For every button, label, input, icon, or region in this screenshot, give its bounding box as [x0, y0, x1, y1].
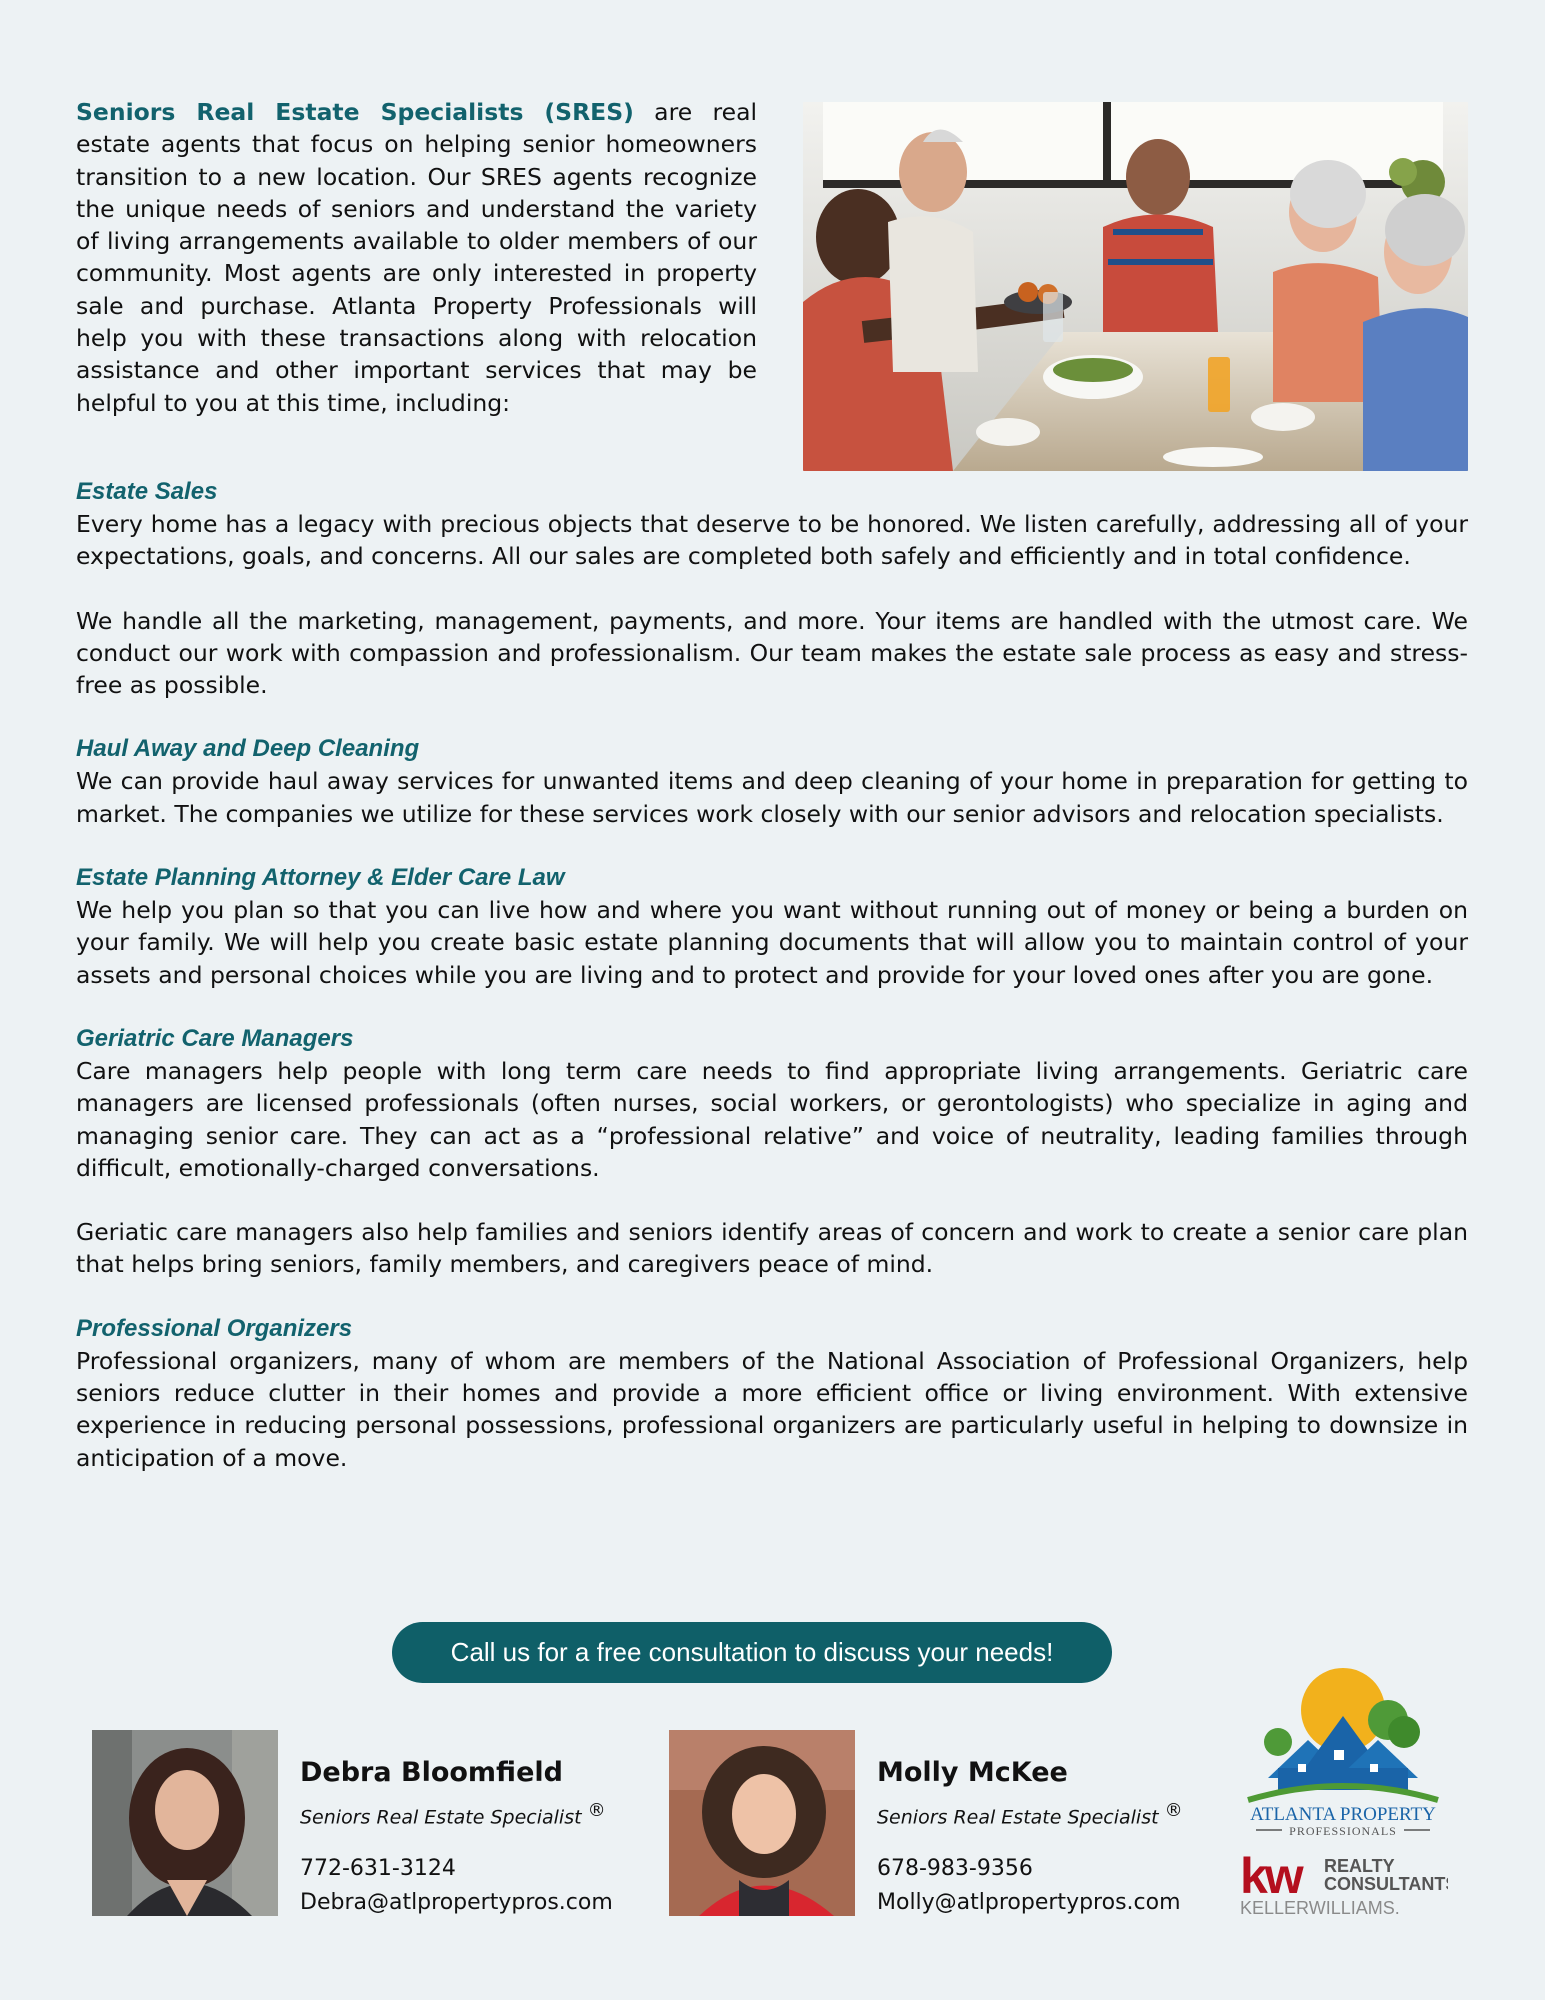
brand-logos: [1238, 1660, 1448, 1924]
intro-paragraph: [76, 96, 757, 419]
agent-email[interactable]: Molly@atlpropertypros.com: [877, 1890, 1181, 1916]
atlanta-property-logo: [1238, 1660, 1448, 1924]
seniors-dining-photo: [803, 102, 1468, 471]
kw-line2: CONSULTANTS: [1324, 1874, 1448, 1894]
registered-mark: ®: [587, 1800, 606, 1821]
section-paragraph: We can provide haul away services for unwanted items and deep cleaning of your home in preparation for getting to market. The companies we utilize for these services work closely with our senior advisors and relocation specialists.: [76, 767, 1468, 828]
kw-brand: KELLERWILLIAMS.: [1240, 1898, 1400, 1918]
agent-name: Debra Bloomfield: [300, 1757, 563, 1788]
intro-text: are real estate agents that focus on helping senior homeowners transition to a new location. Our SRES agents recognize the unique needs of seniors and understand the variety of living arrangements available to older members of our community. Most agents are only interested in property sale and purchase. Atlanta Property Professionals will help you with these transactions along with relocation assistance and other important services that may be helpful to you at this time, including:: [76, 98, 757, 417]
services-list: [76, 476, 1468, 1506]
section-title: Estate Sales: [76, 478, 218, 505]
agent-name: Molly McKee: [877, 1757, 1068, 1788]
section-haul-away: [76, 733, 1468, 830]
section-professional-organizers: [76, 1313, 1468, 1474]
section-estate-sales: [76, 476, 1468, 701]
section-title: Geriatric Care Managers: [76, 1024, 354, 1052]
agent-title-text: Seniors Real Estate Specialist: [300, 1806, 582, 1829]
agent-email[interactable]: Debra@atlpropertypros.com: [300, 1890, 613, 1916]
atlanta-logo-line1: ATLANTA PROPERTY: [1250, 1804, 1436, 1825]
section-title: Haul Away and Deep Cleaning: [76, 735, 420, 763]
section-paragraph: Care managers help people with long term care needs to find appropriate living arrangements. Geriatric care managers are licensed professionals (often nurses, social workers, or gerontologists) who specialize in aging and managing senior care. They can act as a “professional relative” and voice of neutrality, leading families through difficult, emotionally-charged conversations.: [76, 1056, 1468, 1182]
agent-photo-molly: [669, 1730, 855, 1916]
kw-line1: REALTY: [1324, 1856, 1395, 1876]
kw-mark: kw: [1240, 1848, 1301, 1904]
section-paragraph: We handle all the marketing, management, payments, and more. Your items are handled with the utmost care. We conduct our work with compassion and professionalism. Our team makes the estate sale process as easy and stress-free as possible.: [76, 606, 1468, 700]
registered-mark: ®: [1164, 1800, 1183, 1821]
agent-phone[interactable]: 772-631-3124: [300, 1856, 456, 1882]
agent-info: [877, 1756, 1197, 1920]
section-paragraph: Professional organizers, many of whom are members of the National Association of Professional Organizers, help seniors reduce clutter in their homes and provide a more efficient office or living environment. With extensive experience in reducing personal possessions, professional organizers are particularly useful in helping to downsize in anticipation of a move.: [76, 1346, 1468, 1472]
agent-title: [300, 1796, 620, 1832]
section-paragraph: Every home has a legacy with precious objects that deserve to be honored. We listen carefully, addressing all of your expectations, goals, and concerns. All our sales are completed both safely and efficiently and in total confidence.: [76, 510, 1468, 571]
agent-info: [300, 1756, 620, 1920]
agent-title: [877, 1796, 1197, 1832]
section-title: Estate Planning Attorney & Elder Care Law: [76, 864, 565, 892]
section-paragraph: We help you plan so that you can live how and where you want without running out of money or being a burden on your family. We will help you create basic estate planning documents that will allow you to maintain control of your assets and personal choices while you are living and to protect and provide for your loved ones after you are gone.: [76, 896, 1468, 989]
intro-lead: Seniors Real Estate Specialists (SRES): [76, 98, 634, 126]
section-title: Professional Organizers: [76, 1314, 353, 1342]
atlanta-logo-line2: PROFESSIONALS: [1289, 1824, 1397, 1838]
free-consultation-button[interactable]: Call us for a free consultation to discuss your needs!: [392, 1622, 1112, 1683]
agent-title-text: Seniors Real Estate Specialist: [877, 1806, 1159, 1829]
section-geriatric-care: [76, 1023, 1468, 1281]
agent-phone[interactable]: 678-983-9356: [877, 1856, 1033, 1882]
agent-photo-debra: [92, 1730, 278, 1916]
section-paragraph: Geriatic care managers also help families and seniors identify areas of concern and work to create a senior care plan that helps bring seniors, family members, and caregivers peace of mind.: [76, 1218, 1468, 1279]
section-estate-planning: [76, 862, 1468, 991]
